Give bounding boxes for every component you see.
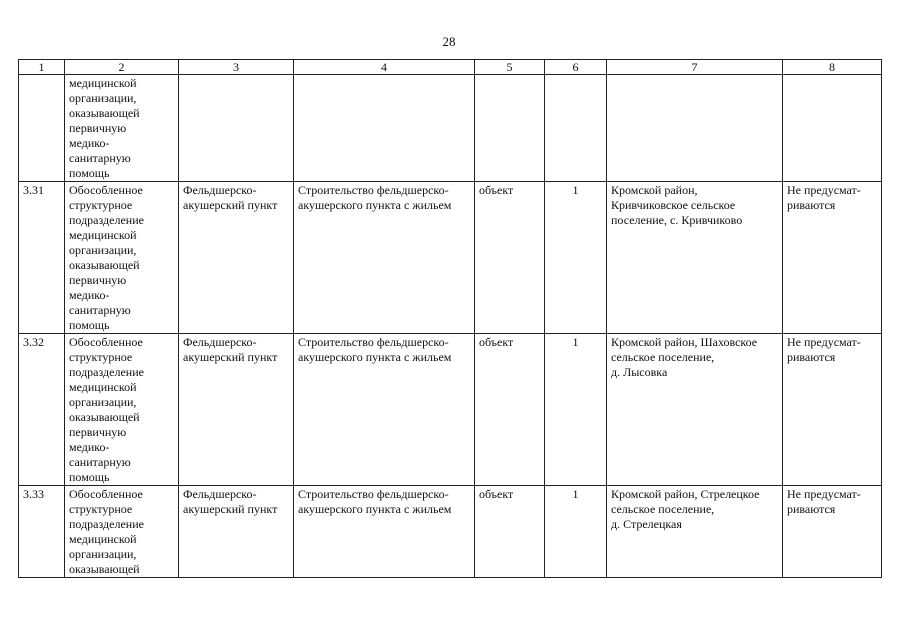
row-number: 3.31 <box>19 182 65 334</box>
note: Не предусмат- риваются <box>783 334 882 486</box>
unit <box>475 75 545 182</box>
column-header-3: 3 <box>179 60 294 75</box>
column-header-4: 4 <box>294 60 475 75</box>
location <box>607 75 783 182</box>
planning-table <box>18 59 882 578</box>
unit: объект <box>475 334 545 486</box>
column-header-7: 7 <box>607 60 783 75</box>
activity: Строительство фельдшерско- акушерского пункта с жильем <box>294 182 475 334</box>
activity: Строительство фельдшерско- акушерского пункта с жильем <box>294 486 475 578</box>
activity <box>294 75 475 182</box>
table-row <box>19 486 882 578</box>
location: Кромской район, Шаховское сельское поселение, д. Лысовка <box>607 334 783 486</box>
quantity: 1 <box>545 182 607 334</box>
object-name: Обособленное структурное подразделение медицинской организации, оказывающей первичную медико- санитарную помощь <box>65 334 179 486</box>
row-number: 3.33 <box>19 486 65 578</box>
quantity: 1 <box>545 486 607 578</box>
object-type: Фельдшерско- акушерский пункт <box>179 486 294 578</box>
column-header-1: 1 <box>19 60 65 75</box>
column-header-2: 2 <box>65 60 179 75</box>
note <box>783 75 882 182</box>
object-name: Обособленное структурное подразделение медицинской организации, оказывающей <box>65 486 179 578</box>
unit: объект <box>475 182 545 334</box>
object-type: Фельдшерско- акушерский пункт <box>179 182 294 334</box>
row-number: 3.32 <box>19 334 65 486</box>
note: Не предусмат- риваются <box>783 182 882 334</box>
table-row <box>19 182 882 334</box>
note: Не предусмат- риваются <box>783 486 882 578</box>
unit: объект <box>475 486 545 578</box>
column-header-8: 8 <box>783 60 882 75</box>
quantity <box>545 75 607 182</box>
quantity: 1 <box>545 334 607 486</box>
object-type: Фельдшерско- акушерский пункт <box>179 334 294 486</box>
object-name: Обособленное структурное подразделение медицинской организации, оказывающей первичную медико- санитарную помощь <box>65 182 179 334</box>
table-row <box>19 334 882 486</box>
row-number <box>19 75 65 182</box>
page-number: 28 <box>442 34 456 49</box>
column-header-5: 5 <box>475 60 545 75</box>
table-row <box>19 75 882 182</box>
activity: Строительство фельдшерско- акушерского пункта с жильем <box>294 334 475 486</box>
location: Кромской район, Кривчиковское сельское поселение, с. Кривчиково <box>607 182 783 334</box>
header-row <box>19 60 882 75</box>
column-header-6: 6 <box>545 60 607 75</box>
location: Кромской район, Стрелецкое сельское поселение, д. Стрелецкая <box>607 486 783 578</box>
object-name: медицинской организации, оказывающей первичную медико- санитарную помощь <box>65 75 179 182</box>
object-type <box>179 75 294 182</box>
